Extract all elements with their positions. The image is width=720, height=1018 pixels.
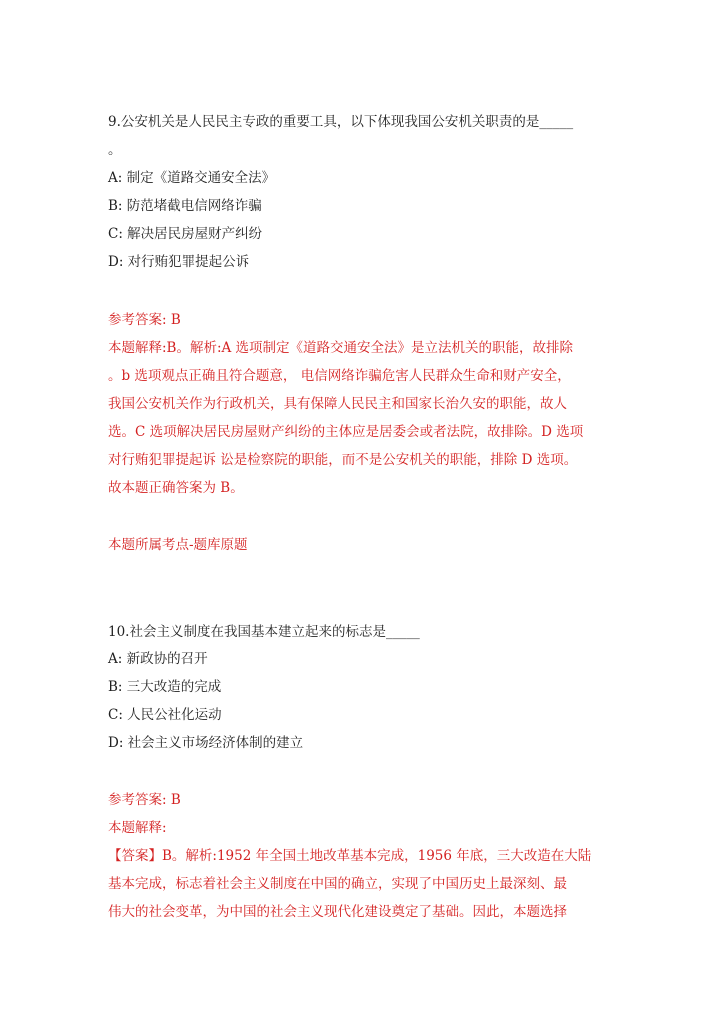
option-b: B: 三大改造的完成 (108, 679, 222, 695)
explanation-line: 【答案】B。解析:1952 年全国土地改革基本完成，1956 年底，三大改造在大陆 (108, 848, 592, 864)
option-c: C: 解决居民房屋财产纠纷 (108, 226, 263, 242)
reference-answer: 参考答案: B (108, 792, 181, 808)
explanation-line: 故本题正确答案为 B。 (108, 480, 244, 496)
explanation-line: 我国公安机关作为行政机关，具有保障人民民主和国家长治久安的职能，故人 (108, 396, 567, 412)
explanation-line: 。b 选项观点正确且符合题意， 电信网络诈骗危害人民群众生命和财产安全， (108, 368, 571, 384)
option-b: B: 防范堵截电信网络诈骗 (108, 198, 262, 214)
option-a: A: 新政协的召开 (108, 651, 208, 667)
explanation-line: 伟大的社会变革，为中国的社会主义现代化建设奠定了基础。因此，本题选择 (108, 904, 567, 920)
question-10-answer (108, 786, 612, 814)
question-9-stem (108, 108, 612, 164)
question-10-explanation (108, 842, 612, 926)
reference-answer: 参考答案: B (108, 312, 181, 328)
explanation-line: 对行贿犯罪提起诉 讼是检察院的职能，而不是公安机关的职能，排除 D 选项。 (108, 452, 578, 468)
option-c: C: 人民公社化运动 (108, 707, 222, 723)
explanation-line: 基本完成，标志着社会主义制度在中国的确立，实现了中国历史上最深刻、最 (108, 876, 567, 892)
question-10-stem (108, 618, 612, 646)
question-stem-line: 。 (108, 142, 122, 158)
option-d: D: 对行贿犯罪提起公诉 (108, 254, 250, 270)
question-10-options (108, 645, 612, 757)
question-9-tag (108, 531, 612, 559)
option-a: A: 制定《道路交通安全法》 (108, 170, 276, 186)
question-9-options (108, 164, 612, 276)
explanation-line: 选。C 选项解决居民房屋财产纠纷的主体应是居委会或者法院，故排除。D 选项 (108, 424, 584, 440)
question-stem-line: 10.社会主义制度在我国基本建立起来的标志是_____ (108, 624, 420, 640)
question-9-answer (108, 306, 612, 334)
topic-tag: 本题所属考点-题库原题 (108, 537, 248, 553)
explanation-line: 本题解释:B。解析:A 选项制定《道路交通安全法》是立法机关的职能，故排除 (108, 340, 574, 356)
option-d: D: 社会主义市场经济体制的建立 (108, 735, 304, 751)
question-stem-line: 9.公安机关是人民民主专政的重要工具，以下体现我国公安机关职责的是_____ (108, 114, 574, 130)
question-10-explanation-label (108, 814, 612, 842)
explanation-label: 本题解释: (108, 820, 167, 836)
question-9-explanation (108, 334, 612, 502)
